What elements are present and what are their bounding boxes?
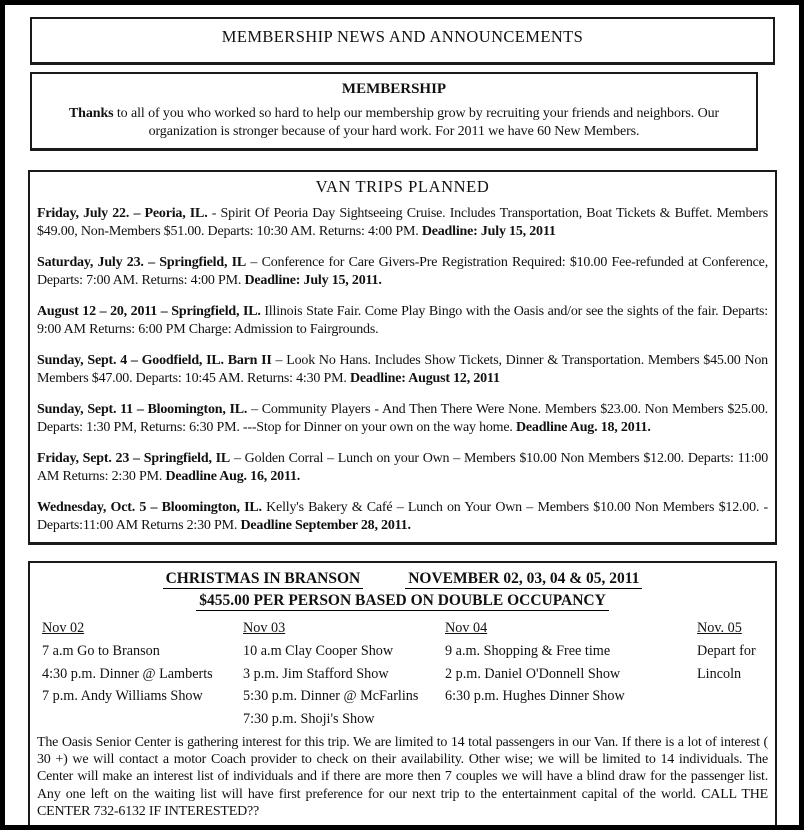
branson-dates: NOVEMBER 02, 03, 04 & 05, 2011 (405, 570, 642, 589)
trip-deadline: Deadline: July 15, 2011. (244, 273, 382, 288)
trip-lead: Friday, Sept. 23 – Springfield, IL (37, 451, 231, 466)
trip-body: - Spirit Of Peoria Day Sightseeing Cruise. Includes Transportation, Boat Tickets & Buffet. Members $49.00, Non-Members $51.00. Departs: 10:30 AM. Returns: 4:00 PM. (37, 206, 768, 239)
trip-body: – Golden Corral – Lunch on your Own – Members $10.00 Non Members $12.00. Departs: 11:00 AM Returns: 2:30 PM. (37, 451, 768, 484)
branson-note: The Oasis Senior Center is gathering interest for this trip. We are limited to 14 total passengers in our Van. If there is a lot of interest ( 30 +) we will contact a motor Coach provider to check on their availability. Other wise; we will be limited to 14 individuals. The Center will make an interest list of individuals and if there are more then 7 couples we will have a blind draw for the passenger list. Any one left on the waiting list will have first preference for our next trip to the entertainment capital of the world. CALL THE CENTER 732-6132 IF INTERESTED?? (37, 735, 768, 819)
branson-price: $455.00 PER PERSON BASED ON DOUBLE OCCUPANCY (196, 592, 609, 611)
schedule-item: 6:30 p.m. Hughes Dinner Show (445, 688, 625, 704)
membership-heading: MEMBERSHIP (341, 81, 447, 97)
trip-lead: Wednesday, Oct. 5 – Bloomington, IL. (37, 500, 262, 515)
schedule-item: 7:30 p.m. Shoji's Show (243, 710, 375, 727)
schedule-column-nov02 (42, 617, 243, 730)
schedule-item: Depart for (697, 643, 756, 659)
schedule-item: Lincoln (697, 665, 742, 682)
page-title: MEMBERSHIP NEWS AND ANNOUNCEMENTS (221, 27, 584, 46)
schedule-item: 2 p.m. Daniel O'Donnell Show (445, 665, 621, 682)
trip-deadline: Deadline: July 15, 2011 (421, 224, 556, 239)
branson-title: CHRISTMAS IN BRANSON (163, 570, 364, 589)
column-header: Nov 03 (243, 620, 286, 636)
schedule-item: 7 a.m Go to Branson (42, 643, 160, 659)
trip-deadline: Deadline September 28, 2011. (240, 518, 411, 533)
trip-golden-corral (37, 450, 768, 486)
schedule-item: 7 p.m. Andy Williams Show (42, 688, 203, 704)
branson-section (28, 561, 777, 830)
schedule-column-nov05 (697, 617, 768, 730)
membership-thanks-bold: Thanks (68, 106, 114, 121)
schedule-item: 10 a.m Clay Cooper Show (243, 643, 394, 659)
membership-text: to all of you who worked so hard to help our membership grow by recruiting your friends and neighbors. Our organization is stronger because of your hard work. For 2011 we have 60 New Members. (113, 106, 720, 139)
trip-state-fair (37, 303, 768, 339)
trip-lead: Friday, July 22. – Peoria, IL. (37, 206, 208, 221)
trip-lead: Sunday, Sept. 11 – Bloomington, IL. (37, 402, 248, 417)
branson-subtitle-row (37, 592, 768, 610)
trip-body: – Community Players - And Then There Were None. Members $23.00. Non Members $25.00. Departs: 1:30 PM, Returns: 6:30 PM. ---Stop for Dinner on your own on the way home. (37, 402, 768, 435)
trip-body: – Look No Hans. Includes Show Tickets, Dinner & Transportation. Members $45.00 Non Members $47.00. Departs: 10:45 AM. Returns: 4:30 PM. (37, 353, 768, 386)
trip-lead: Saturday, July 23. – Springfield, IL (37, 255, 247, 270)
trip-deadline: Deadline: August 12, 2011 (349, 371, 500, 386)
page-title-box (30, 17, 775, 65)
branson-schedule (37, 617, 768, 730)
trip-lead: Sunday, Sept. 4 – Goodfield, IL. Barn II (37, 353, 272, 368)
van-trips-heading: VAN TRIPS PLANNED (315, 177, 490, 196)
schedule-item: 5:30 p.m. Dinner @ McFarlins (243, 688, 419, 704)
trip-kellys-bakery (37, 499, 768, 535)
trip-springfield-conference (37, 254, 768, 290)
schedule-column-nov04 (445, 617, 697, 730)
trip-deadline: Deadline Aug. 16, 2011. (165, 469, 301, 484)
trip-body: Illinois State Fair. Come Play Bingo with the Oasis and/or see the sights of the fair. Departs: 9:00 AM Returns: 6:00 PM Charge: Admission to Fairgrounds. (37, 304, 768, 337)
trip-goodfield-barn (37, 352, 768, 388)
van-trips-section (28, 170, 777, 545)
schedule-item: 9 a.m. Shopping & Free time (445, 643, 611, 659)
trip-body: – Conference for Care Givers-Pre Registration Required: $10.00 Fee-refunded at Conference, Departs: 7:00 AM. Returns: 4:00 PM. (37, 255, 768, 288)
trip-lead: August 12 – 20, 2011 – Springfield, IL. (37, 304, 261, 319)
column-header: Nov 04 (445, 620, 488, 636)
column-header: Nov. 05 (697, 620, 742, 636)
trip-peoria (37, 205, 768, 241)
membership-section (30, 72, 758, 151)
trip-community-players (37, 401, 768, 437)
schedule-item: 4:30 p.m. Dinner @ Lamberts (42, 665, 213, 682)
trip-body: Kelly's Bakery & Café – Lunch on Your Own – Members $10.00 Non Members $12.00. - Departs:11:00 AM Returns 2:30 PM. (37, 500, 769, 533)
membership-body (44, 105, 744, 140)
trip-deadline: Deadline Aug. 18, 2011. (515, 420, 651, 435)
column-header: Nov 02 (42, 620, 85, 636)
branson-title-line (37, 570, 768, 588)
schedule-item: 3 p.m. Jim Stafford Show (243, 665, 389, 682)
schedule-column-nov03 (243, 617, 445, 730)
